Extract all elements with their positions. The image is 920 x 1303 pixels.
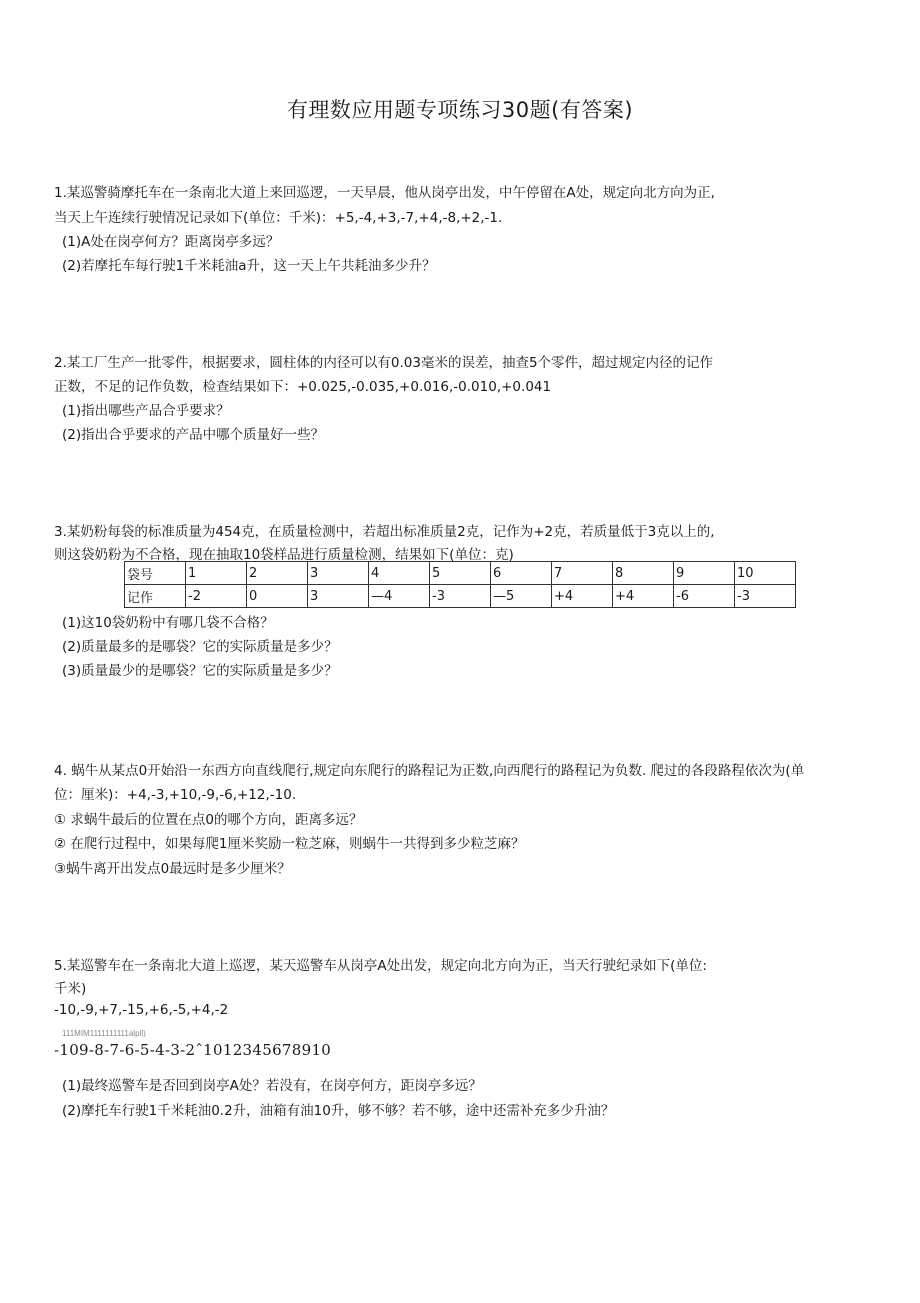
- table-cell: 1: [186, 562, 247, 585]
- q2-sub2: (2)指出合乎要求的产品中哪个质量好一些？: [62, 427, 325, 443]
- table-cell: 3: [308, 562, 369, 585]
- q4-sub3: ③蜗牛离开出发点0最远时是多少厘米？: [54, 861, 291, 877]
- table-row: [125, 562, 796, 585]
- q5-sub2: (2)摩托车行驶1千米耗油0.2升，油箱有油10升，够不够？若不够，途中还需补充多少升油？: [62, 1103, 615, 1119]
- table-cell: 7: [552, 562, 613, 585]
- number-line-ticks: 111MIM1111111111alpll): [62, 1029, 146, 1038]
- q1-sub2: (2)若摩托车每行驶1千米耗油a升，这一天上午共耗油多少升？: [62, 258, 436, 274]
- table-header-cell: 记作: [125, 585, 186, 608]
- q1-line1: 1.某巡警骑摩托车在一条南北大道上来回巡逻，一天早晨，他从岗亭出发，中午停留在A处，规定向北方向为正,: [54, 185, 715, 201]
- table-header-cell: 袋号: [125, 562, 186, 585]
- q1-sub1: (1)A处在岗亭何方？距离岗亭多远？: [62, 234, 280, 250]
- q3-line1: 3.某奶粉每袋的标准质量为454克，在质量检测中，若超出标准质量2克，记作为+2克，若质量低于3克以上的,: [54, 524, 715, 540]
- q5-line3: -10,-9,+7,-15,+6,-5,+4,-2: [54, 1002, 229, 1018]
- table-cell: -3: [430, 585, 491, 608]
- q4-line2: 位：厘米)：+4,-3,+10,-9,-6,+12,-10.: [54, 787, 297, 803]
- q3-sub1: (1)这10袋奶粉中有哪几袋不合格？: [62, 615, 274, 631]
- table-cell: 8: [613, 562, 674, 585]
- table-cell: 9: [674, 562, 735, 585]
- table-cell: —4: [369, 585, 430, 608]
- q5-line1: 5.某巡警车在一条南北大道上巡逻，某天巡警车从岗亭A处出发，规定向北方向为正，当天行驶纪录如下(单位:: [54, 958, 707, 974]
- number-line-labels: -109-8-7-6-5-4-3-2ˆ1012345678910: [54, 1041, 332, 1059]
- q5-sub1: (1)最终巡警车是否回到岗亭A处？若没有，在岗亭何方，距岗亭多远？: [62, 1078, 482, 1094]
- table-cell: —5: [491, 585, 552, 608]
- q2-sub1: (1)指出哪些产品合乎要求？: [62, 403, 230, 419]
- table-cell: 2: [247, 562, 308, 585]
- table-cell: -6: [674, 585, 735, 608]
- q5-line2: 千米): [54, 981, 87, 997]
- q3-sub2: (2)质量最多的是哪袋？它的实际质量是多少？: [62, 639, 338, 655]
- q4-sub2: ② 在爬行过程中，如果每爬1厘米奖励一粒芝麻，则蜗牛一共得到多少粒芝麻？: [54, 836, 525, 852]
- table-cell: +4: [552, 585, 613, 608]
- table-cell: -2: [186, 585, 247, 608]
- table-cell: 6: [491, 562, 552, 585]
- table-row: [125, 585, 796, 608]
- table-cell: 10: [735, 562, 796, 585]
- table-cell: 0: [247, 585, 308, 608]
- q2-line2: 正数，不足的记作负数，检查结果如下：+0.025,-0.035,+0.016,-0.010,+0.041: [54, 379, 552, 395]
- q3-results-table: [124, 561, 796, 608]
- table-cell: 3: [308, 585, 369, 608]
- q2-line1: 2.某工厂生产一批零件，根据要求，圆柱体的内径可以有0.03毫米的误差，抽查5个零件，超过规定内径的记作: [54, 355, 714, 371]
- q4-line1: 4. 蜗牛从某点0开始沿一东西方向直线爬行,规定向东爬行的路程记为正数,向西爬行的路程记为负数. 爬过的各段路程依次为(单: [54, 763, 805, 779]
- q3-line2: 则这袋奶粉为不合格，现在抽取10袋样品进行质量检测，结果如下(单位：克): [54, 547, 514, 563]
- table-cell: 5: [430, 562, 491, 585]
- table-cell: 4: [369, 562, 430, 585]
- q4-sub1: ① 求蜗牛最后的位置在点0的哪个方向，距离多远？: [54, 812, 363, 828]
- q3-sub3: (3)质量最少的是哪袋？它的实际质量是多少？: [62, 663, 338, 679]
- page-title: 有理数应用题专项练习30题(有答案): [286, 98, 634, 122]
- table-cell: -3: [735, 585, 796, 608]
- q1-line2: 当天上午连续行驶情况记录如下(单位：千米)：+5,-4,+3,-7,+4,-8,+2,-1.: [54, 210, 503, 226]
- table-cell: +4: [613, 585, 674, 608]
